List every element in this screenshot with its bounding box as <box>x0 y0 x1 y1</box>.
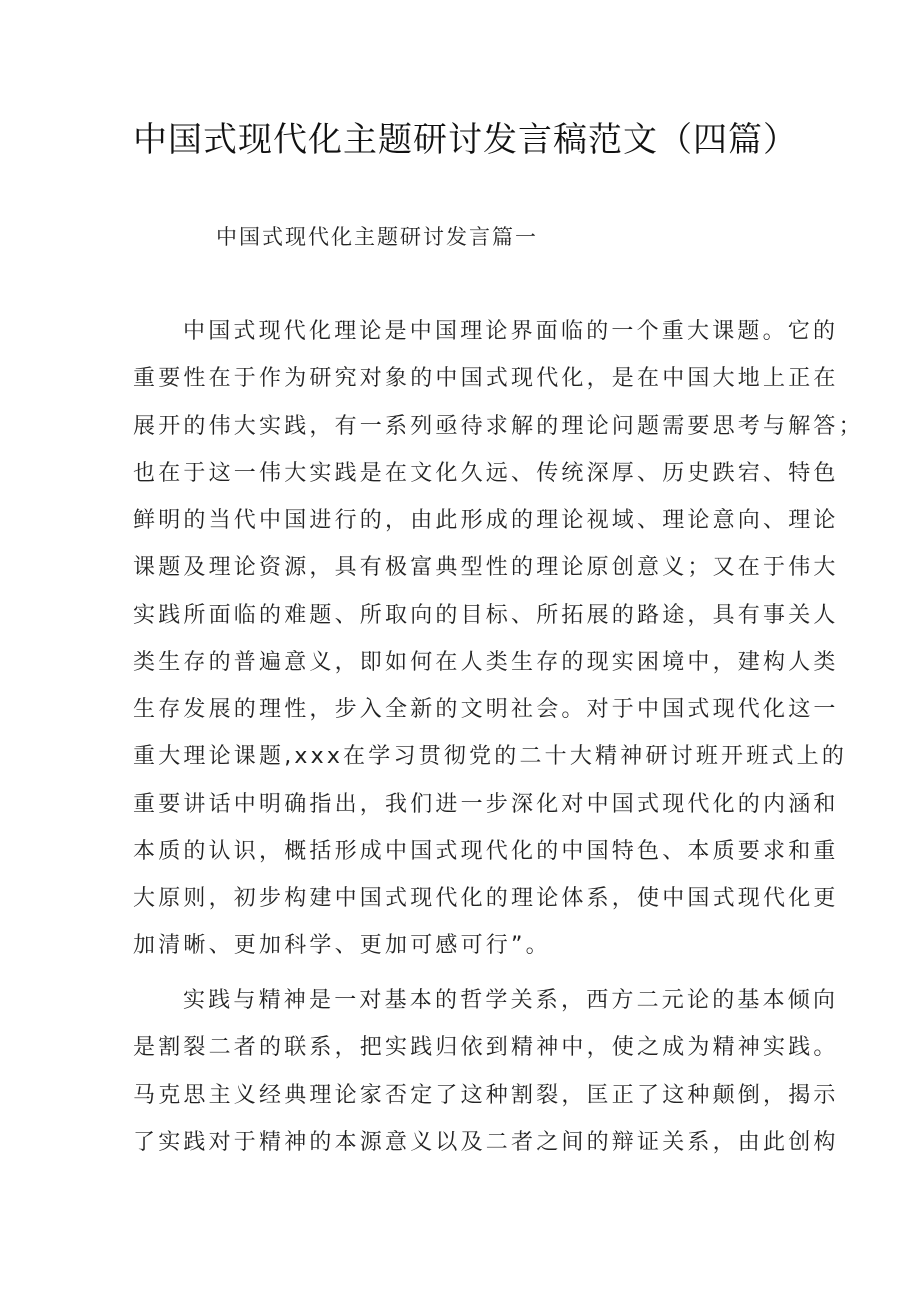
paragraph-line: 鲜明的当代中国进行的，由此形成的理论视域、理论意向、理论 <box>133 508 839 533</box>
paragraph-line: 马克思主义经典理论家否定了这种割裂，匡正了这种颠倒，揭示 <box>133 1082 839 1108</box>
paragraph-line: 加清晰、更加科学、更加可感可行”。 <box>133 933 551 959</box>
paragraph-line: 课题及理论资源，具有极富典型性的理论原创意义；又在于伟大 <box>133 555 839 581</box>
paragraph-line: 重要性在于作为研究对象的中国式现代化，是在中国大地上正在 <box>133 366 839 392</box>
paragraph-line: 重大理论课题,xxx在学习贯彻党的二十大精神研讨班开班式上的 <box>133 744 848 770</box>
body-paragraph-2 <box>133 977 839 1166</box>
paragraph-line: 大原则，初步构建中国式现代化的理论体系，使中国式现代化更 <box>133 886 839 911</box>
paragraph-line: 类生存的普遍意义，即如何在人类生存的现实困境中，建构人类 <box>133 649 839 675</box>
paragraph-line: 了实践对于精神的本源意义以及二者之间的辩证关系，由此创构 <box>133 1129 839 1155</box>
paragraph-line: 重要讲话中明确指出，我们进一步深化对中国式现代化的内涵和 <box>133 791 839 817</box>
paragraph-line: 也在于这一伟大实践是在文化久远、传统深厚、历史跌宕、特色 <box>133 460 839 486</box>
paragraph-line: 中国式现代化理论是中国理论界面临的一个重大课题。它的 <box>183 319 839 344</box>
paragraph-line: 本质的认识，概括形成中国式现代化的中国特色、本质要求和重 <box>133 838 839 864</box>
paragraph-line: 实践所面临的难题、所取向的目标、所拓展的路途，具有事关人 <box>133 602 839 628</box>
paragraph-line: 是割裂二者的联系，把实践归依到精神中，使之成为精神实践。 <box>133 1035 839 1061</box>
document-title: 中国式现代化主题研讨发言稿范文（四篇） <box>133 120 798 160</box>
paragraph-line: 生存发展的理性，步入全新的文明社会。对于中国式现代化这一 <box>133 697 839 722</box>
paragraph-line: 展开的伟大实践，有一系列亟待求解的理论问题需要思考与解答； <box>133 413 864 439</box>
section-heading: 中国式现代化主题研讨发言篇一 <box>216 225 538 249</box>
body-paragraph-1 <box>133 308 864 970</box>
paragraph-line: 实践与精神是一对基本的哲学关系，西方二元论的基本倾向 <box>183 988 839 1013</box>
